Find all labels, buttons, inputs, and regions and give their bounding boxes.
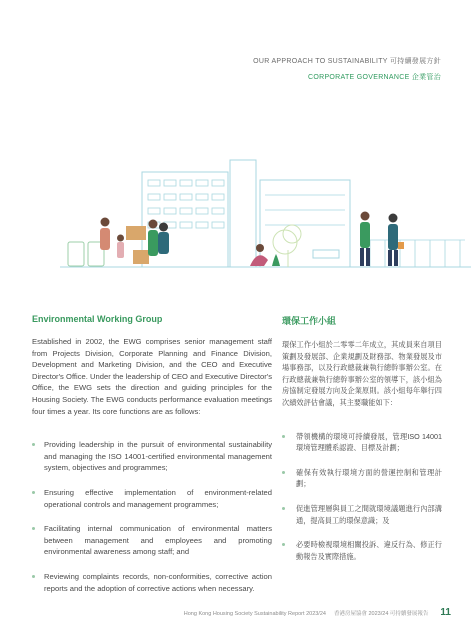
list-item: 帶領機構的環境可持續發展，管理ISO 14001環境管理體系認證、目標及計劃； — [282, 431, 442, 454]
list-item: 確保有效執行環境方面的營運控制和管理計劃； — [282, 467, 442, 490]
subsection-label: CORPORATE GOVERNANCE 企業管治 — [308, 74, 441, 81]
list-item: Providing leadership in the pursuit of environmental sustainability and managing the ISO 14001-certified environmental management system, objectives and programmes; — [32, 439, 272, 474]
functions-list-en — [32, 439, 272, 594]
section-title-en: Environmental Working Group — [32, 314, 163, 324]
intro-paragraph-zh: 環保工作小組於二零零二年成立，其成員來自項目策劃及發展部、企業規劃及財務部、物業發展及市場事務部，以及行政總裁兼執行總幹事辦公室。在行政總裁兼執行總幹事辦公室的領導下，該小組為房協制定發展方向及企業原則。該小組每年舉行四次績效評估會議，其主要職能如下： — [282, 340, 442, 407]
page-footer — [184, 607, 451, 618]
section-label: OUR APPROACH TO SUSTAINABILITY 可持續發展方針 — [253, 58, 441, 65]
list-item: Ensuring effective implementation of environment-related operational controls and management programmes; — [32, 487, 272, 510]
intro-paragraph-en: Established in 2002, the EWG comprises senior management staff from Projects Division, Corporate Planning and Finance Division, Development and Marketing Division, and the CEO and Executive Director's Office. Under the leadership of CEO and Executive Director's Office, the EWG sets the direction and guiding principles for the Housing Society. The EWG conducts performance evaluation meetings four times a year. Its core functions are as follows: — [32, 337, 272, 416]
office-illustration — [60, 150, 471, 290]
section-title-zh: 環保工作小組 — [282, 316, 337, 326]
running-header — [253, 56, 441, 82]
footer-report-zh: 香港房屋協會 2023/24 可持續發展報告 — [333, 611, 429, 617]
list-item: Facilitating internal communication of environmental matters between management and employees and promoting environmental awareness among staff; and — [32, 523, 272, 558]
list-item: 促進管理層與員工之間就環境議題進行內部溝通，提高員工的環保意識；及 — [282, 503, 442, 526]
list-item: 必要時檢視環境相關投訴、違反行為、修正行動報告及實際措施。 — [282, 539, 442, 562]
functions-list-zh — [282, 431, 442, 563]
chinese-column — [282, 314, 442, 575]
page-number: 11 — [440, 607, 451, 618]
footer-report-en: Hong Kong Housing Society Sustainability Report 2023/24 — [183, 611, 326, 617]
english-column — [32, 314, 272, 607]
list-item: Reviewing complaints records, non-conformities, corrective action reports and the adoption of corrective actions when necessary. — [32, 571, 272, 594]
